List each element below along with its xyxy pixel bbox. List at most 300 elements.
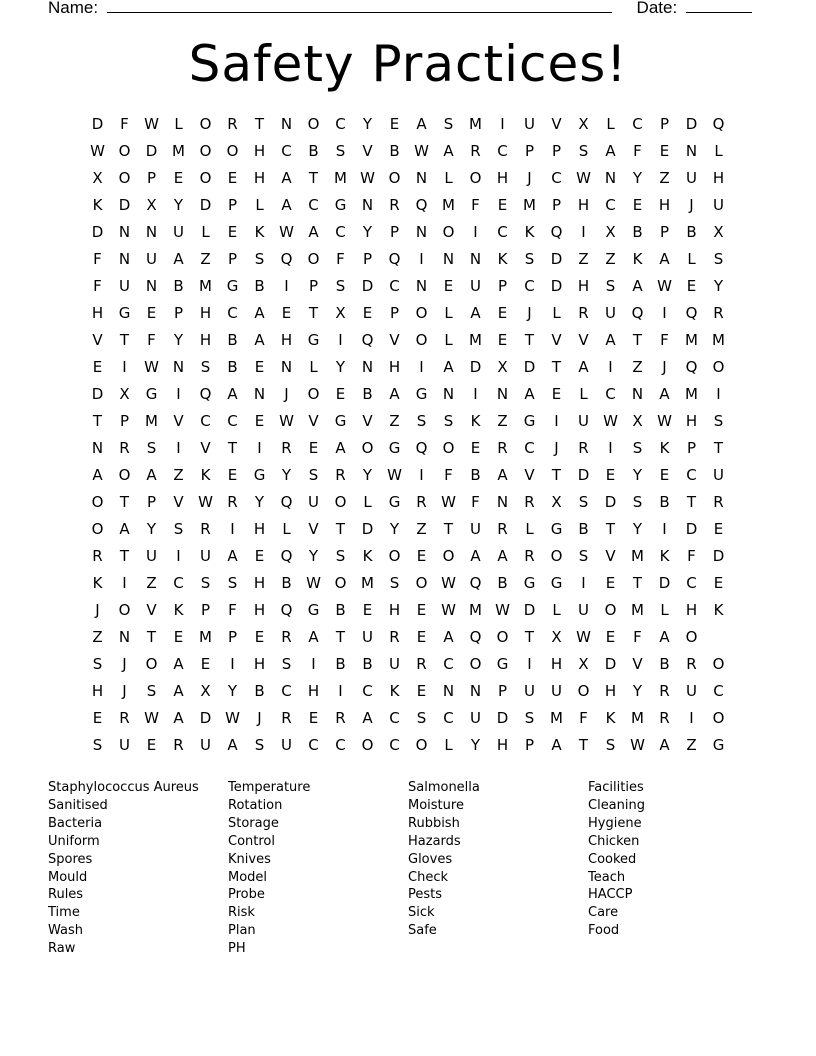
grid-letter: G — [226, 277, 239, 295]
grid-letter: G — [415, 385, 428, 403]
grid-letter: P — [227, 250, 238, 268]
grid-letter: H — [253, 574, 266, 592]
grid-letter: D — [658, 574, 671, 592]
grid-letter: N — [172, 358, 185, 376]
grid-letter: O — [469, 655, 482, 673]
grid-letter: H — [712, 169, 725, 187]
grid-letter: S — [335, 277, 346, 295]
grid-letter: S — [92, 655, 103, 673]
grid-letter: A — [632, 277, 643, 295]
grid-letter: N — [442, 682, 455, 700]
grid-letter: S — [632, 439, 643, 457]
grid-letter: D — [91, 223, 104, 241]
grid-letter: H — [496, 736, 509, 754]
grid-letter: Z — [686, 736, 697, 754]
grid-letter: J — [122, 682, 127, 700]
grid-letter: S — [254, 736, 265, 754]
name-field[interactable] — [107, 0, 612, 13]
grid-letter: O — [199, 115, 212, 133]
word-list-item: Rubbish — [408, 815, 460, 831]
grid-letter: H — [658, 196, 671, 214]
grid-letter: Y — [281, 466, 292, 484]
grid-letter: E — [659, 466, 670, 484]
grid-letter: S — [713, 250, 724, 268]
grid-letter: X — [578, 655, 589, 673]
grid-letter: L — [552, 304, 561, 322]
grid-letter: T — [146, 628, 157, 646]
grid-letter: O — [469, 169, 482, 187]
word-search-grid — [84, 111, 732, 759]
grid-letter: H — [253, 601, 266, 619]
word-list-item: Time — [48, 905, 80, 921]
grid-letter: W — [90, 142, 105, 160]
grid-letter: O — [712, 358, 725, 376]
grid-letter: U — [578, 601, 589, 619]
word-list-item: Check — [408, 869, 448, 885]
grid-letter: V — [551, 331, 562, 349]
grid-letter: V — [389, 331, 400, 349]
grid-letter: B — [470, 466, 481, 484]
grid-letter: H — [685, 412, 698, 430]
grid-letter: A — [389, 385, 400, 403]
grid-letter: M — [550, 709, 563, 727]
grid-letter: O — [199, 169, 212, 187]
grid-letter: D — [604, 655, 617, 673]
date-field[interactable] — [686, 0, 752, 13]
grid-letter: O — [442, 439, 455, 457]
grid-letter: G — [145, 385, 158, 403]
grid-letter: E — [227, 169, 238, 187]
grid-letter: R — [173, 736, 184, 754]
grid-letter: S — [578, 142, 589, 160]
grid-letter: G — [523, 574, 536, 592]
grid-letter: I — [338, 331, 343, 349]
grid-letter: U — [200, 736, 211, 754]
grid-letter: T — [524, 331, 535, 349]
grid-letter: A — [659, 250, 670, 268]
grid-letter: I — [419, 250, 424, 268]
grid-letter: H — [496, 169, 509, 187]
grid-letter: O — [388, 169, 401, 187]
grid-letter: N — [469, 682, 482, 700]
grid-letter: T — [335, 520, 346, 538]
grid-letter: D — [199, 709, 212, 727]
grid-letter: H — [280, 331, 293, 349]
word-list-item: PH — [228, 941, 246, 957]
grid-letter: E — [362, 601, 373, 619]
grid-letter: C — [524, 277, 535, 295]
grid-letter: P — [200, 601, 211, 619]
grid-letter: N — [415, 169, 428, 187]
grid-letter: M — [469, 331, 482, 349]
grid-letter: T — [335, 628, 346, 646]
grid-letter: J — [527, 169, 532, 187]
grid-letter: Y — [713, 277, 724, 295]
grid-letter: O — [118, 466, 131, 484]
grid-row — [84, 678, 732, 705]
grid-letter: K — [524, 223, 535, 241]
grid-letter: F — [660, 331, 669, 349]
grid-letter: E — [281, 304, 292, 322]
word-list-column — [408, 779, 588, 958]
grid-letter: E — [146, 304, 157, 322]
grid-letter: L — [606, 115, 615, 133]
grid-letter: C — [686, 466, 697, 484]
grid-letter: D — [199, 196, 212, 214]
grid-letter: R — [335, 466, 346, 484]
grid-letter: P — [227, 196, 238, 214]
word-list-item: Spores — [48, 851, 93, 867]
grid-letter: J — [689, 196, 694, 214]
grid-row — [84, 246, 732, 273]
grid-letter: A — [146, 466, 157, 484]
grid-row — [84, 651, 732, 678]
grid-letter: M — [172, 142, 185, 160]
grid-row — [84, 219, 732, 246]
grid-letter: I — [176, 439, 181, 457]
grid-letter: Y — [632, 520, 643, 538]
grid-letter: E — [713, 520, 724, 538]
grid-letter: V — [92, 331, 103, 349]
grid-letter: L — [282, 520, 291, 538]
grid-letter: Y — [632, 466, 643, 484]
grid-letter: A — [254, 331, 265, 349]
grid-letter: H — [199, 304, 212, 322]
grid-letter: T — [308, 169, 319, 187]
grid-letter: V — [524, 466, 535, 484]
grid-letter: X — [200, 682, 211, 700]
grid-letter: S — [254, 250, 265, 268]
grid-letter: I — [176, 385, 181, 403]
grid-letter: O — [685, 628, 698, 646]
grid-letter: C — [497, 223, 508, 241]
grid-row — [84, 165, 732, 192]
grid-letter: S — [443, 412, 454, 430]
grid-letter: I — [230, 655, 235, 673]
grid-letter: O — [388, 547, 401, 565]
grid-row — [84, 489, 732, 516]
grid-letter: W — [279, 412, 294, 430]
grid-letter: A — [497, 547, 508, 565]
grid-letter: A — [470, 547, 481, 565]
grid-row — [84, 381, 732, 408]
grid-letter: N — [442, 250, 455, 268]
grid-letter: D — [361, 520, 374, 538]
grid-letter: H — [253, 142, 266, 160]
grid-letter: F — [93, 277, 102, 295]
grid-letter: T — [524, 628, 535, 646]
grid-letter: Z — [200, 250, 211, 268]
grid-letter: S — [200, 574, 211, 592]
grid-letter: I — [581, 223, 586, 241]
grid-letter: L — [444, 331, 453, 349]
grid-letter: P — [524, 736, 535, 754]
grid-letter: U — [578, 412, 589, 430]
grid-letter: U — [686, 682, 697, 700]
grid-letter: P — [146, 493, 157, 511]
grid-letter: B — [578, 520, 589, 538]
grid-letter: W — [144, 358, 159, 376]
grid-letter: D — [685, 115, 698, 133]
grid-letter: P — [389, 304, 400, 322]
grid-letter: I — [311, 655, 316, 673]
word-list-item: Uniform — [48, 833, 100, 849]
word-list-item: Bacteria — [48, 815, 103, 831]
grid-letter: U — [173, 223, 184, 241]
grid-letter: S — [416, 412, 427, 430]
grid-letter: B — [254, 277, 265, 295]
grid-letter: Q — [280, 547, 293, 565]
grid-letter: D — [361, 277, 374, 295]
grid-letter: K — [389, 682, 400, 700]
grid-letter: B — [686, 223, 697, 241]
grid-row — [84, 327, 732, 354]
grid-letter: N — [91, 439, 104, 457]
grid-letter: A — [308, 223, 319, 241]
grid-letter: U — [713, 196, 724, 214]
grid-letter: C — [389, 277, 400, 295]
grid-letter: H — [388, 601, 401, 619]
grid-letter: M — [199, 277, 212, 295]
grid-letter: D — [523, 358, 536, 376]
grid-letter: G — [334, 412, 347, 430]
grid-letter: F — [633, 628, 642, 646]
grid-letter: I — [554, 412, 559, 430]
grid-letter: S — [605, 736, 616, 754]
grid-letter: S — [416, 709, 427, 727]
grid-letter: E — [443, 277, 454, 295]
grid-letter: F — [471, 196, 480, 214]
grid-row — [84, 192, 732, 219]
grid-letter: I — [122, 574, 127, 592]
grid-letter: E — [605, 628, 616, 646]
grid-letter: D — [91, 115, 104, 133]
grid-letter: S — [713, 412, 724, 430]
grid-letter: E — [605, 574, 616, 592]
grid-letter: R — [524, 493, 535, 511]
grid-letter: H — [388, 358, 401, 376]
grid-letter: T — [713, 439, 724, 457]
grid-row — [84, 111, 732, 138]
grid-letter: A — [281, 196, 292, 214]
grid-letter: V — [173, 412, 184, 430]
grid-letter: R — [335, 709, 346, 727]
grid-letter: O — [307, 115, 320, 133]
grid-letter: A — [173, 250, 184, 268]
word-list-column — [48, 779, 228, 958]
grid-letter: T — [254, 115, 265, 133]
grid-letter: I — [419, 358, 424, 376]
grid-letter: W — [576, 169, 591, 187]
grid-letter: E — [416, 547, 427, 565]
grid-letter: P — [659, 115, 670, 133]
grid-letter: Y — [632, 682, 643, 700]
grid-letter: C — [281, 682, 292, 700]
grid-letter: A — [119, 520, 130, 538]
grid-letter: M — [199, 628, 212, 646]
grid-letter: I — [176, 547, 181, 565]
grid-letter: C — [605, 385, 616, 403]
grid-letter: D — [523, 601, 536, 619]
grid-letter: Y — [362, 115, 373, 133]
grid-letter: M — [631, 601, 644, 619]
grid-letter: X — [92, 169, 103, 187]
grid-letter: Q — [280, 250, 293, 268]
grid-letter: Z — [497, 412, 508, 430]
grid-letter: Z — [146, 574, 157, 592]
grid-letter: Z — [389, 412, 400, 430]
grid-letter: E — [416, 628, 427, 646]
grid-letter: N — [442, 385, 455, 403]
grid-letter: T — [605, 520, 616, 538]
word-list-item: Care — [588, 905, 619, 921]
grid-letter: Z — [92, 628, 103, 646]
grid-letter: Y — [362, 223, 373, 241]
grid-letter: P — [362, 250, 373, 268]
grid-letter: R — [713, 493, 724, 511]
grid-letter: W — [144, 709, 159, 727]
grid-letter: C — [362, 682, 373, 700]
grid-letter: H — [307, 682, 320, 700]
grid-letter: D — [712, 547, 725, 565]
grid-letter: C — [443, 655, 454, 673]
grid-letter: G — [388, 439, 401, 457]
grid-letter: L — [579, 385, 588, 403]
grid-letter: U — [200, 547, 211, 565]
grid-letter: C — [335, 115, 346, 133]
grid-letter: I — [257, 439, 262, 457]
grid-letter: S — [578, 493, 589, 511]
grid-letter: R — [119, 439, 130, 457]
grid-letter: O — [118, 142, 131, 160]
grid-letter: I — [500, 115, 505, 133]
grid-letter: Q — [280, 493, 293, 511]
grid-letter: X — [551, 628, 562, 646]
grid-letter: U — [524, 682, 535, 700]
grid-letter: V — [362, 412, 373, 430]
grid-row — [84, 705, 732, 732]
grid-letter: E — [308, 709, 319, 727]
grid-letter: D — [550, 277, 563, 295]
grid-letter: L — [714, 142, 723, 160]
grid-letter: W — [630, 736, 645, 754]
grid-row — [84, 543, 732, 570]
grid-letter: O — [442, 547, 455, 565]
grid-letter: M — [631, 547, 644, 565]
grid-letter: D — [577, 466, 590, 484]
grid-letter: R — [659, 709, 670, 727]
grid-letter: B — [281, 574, 292, 592]
grid-letter: I — [662, 304, 667, 322]
grid-letter: N — [685, 142, 698, 160]
grid-letter: E — [92, 709, 103, 727]
grid-letter: U — [470, 709, 481, 727]
grid-letter: H — [253, 520, 266, 538]
date-label: Date: — [636, 0, 678, 17]
grid-letter: E — [173, 628, 184, 646]
grid-letter: O — [415, 304, 428, 322]
grid-letter: J — [662, 358, 667, 376]
grid-letter: T — [227, 439, 238, 457]
grid-letter: V — [605, 547, 616, 565]
grid-letter: P — [551, 142, 562, 160]
grid-letter: G — [496, 655, 509, 673]
grid-letter: H — [253, 655, 266, 673]
grid-letter: U — [119, 277, 130, 295]
grid-letter: N — [469, 250, 482, 268]
grid-letter: V — [551, 115, 562, 133]
grid-letter: W — [144, 115, 159, 133]
grid-letter: O — [145, 655, 158, 673]
grid-letter: A — [659, 628, 670, 646]
grid-letter: Q — [415, 196, 428, 214]
grid-letter: B — [659, 493, 670, 511]
grid-letter: K — [470, 412, 481, 430]
grid-letter: A — [173, 682, 184, 700]
grid-letter: U — [119, 736, 130, 754]
grid-letter: K — [362, 547, 373, 565]
grid-letter: I — [122, 358, 127, 376]
grid-letter: L — [255, 196, 264, 214]
grid-letter: T — [119, 331, 130, 349]
grid-letter: F — [120, 115, 129, 133]
grid-letter: H — [199, 331, 212, 349]
grid-letter: S — [308, 466, 319, 484]
grid-letter: U — [686, 169, 697, 187]
word-list-item: Chicken — [588, 833, 640, 849]
grid-letter: X — [578, 115, 589, 133]
grid-letter: L — [687, 250, 696, 268]
grid-letter: E — [200, 655, 211, 673]
grid-letter: Q — [361, 331, 374, 349]
grid-letter: J — [554, 439, 559, 457]
grid-letter: Y — [227, 682, 238, 700]
grid-letter: E — [497, 331, 508, 349]
grid-letter: K — [659, 439, 670, 457]
grid-letter: S — [173, 520, 184, 538]
grid-row — [84, 732, 732, 759]
grid-letter: S — [524, 709, 535, 727]
grid-letter: E — [686, 277, 697, 295]
grid-letter: S — [227, 574, 238, 592]
word-list-item: HACCP — [588, 887, 633, 903]
grid-letter: C — [443, 709, 454, 727]
grid-letter: U — [389, 655, 400, 673]
grid-letter: U — [470, 520, 481, 538]
grid-letter: O — [361, 439, 374, 457]
grid-letter: M — [469, 115, 482, 133]
grid-letter: U — [524, 115, 535, 133]
grid-letter: B — [389, 142, 400, 160]
grid-letter: W — [360, 169, 375, 187]
grid-letter: R — [389, 196, 400, 214]
grid-letter: C — [281, 142, 292, 160]
grid-letter: I — [689, 709, 694, 727]
word-list-item: Storage — [228, 815, 279, 831]
grid-letter: L — [174, 115, 183, 133]
grid-letter: I — [608, 439, 613, 457]
grid-letter: V — [362, 142, 373, 160]
grid-letter: S — [281, 655, 292, 673]
grid-letter: Y — [308, 547, 319, 565]
grid-letter: W — [657, 412, 672, 430]
grid-letter: N — [361, 196, 374, 214]
grid-letter: Y — [632, 169, 643, 187]
grid-letter: B — [335, 655, 346, 673]
grid-letter: P — [497, 277, 508, 295]
grid-letter: B — [227, 358, 238, 376]
grid-letter: D — [496, 709, 509, 727]
